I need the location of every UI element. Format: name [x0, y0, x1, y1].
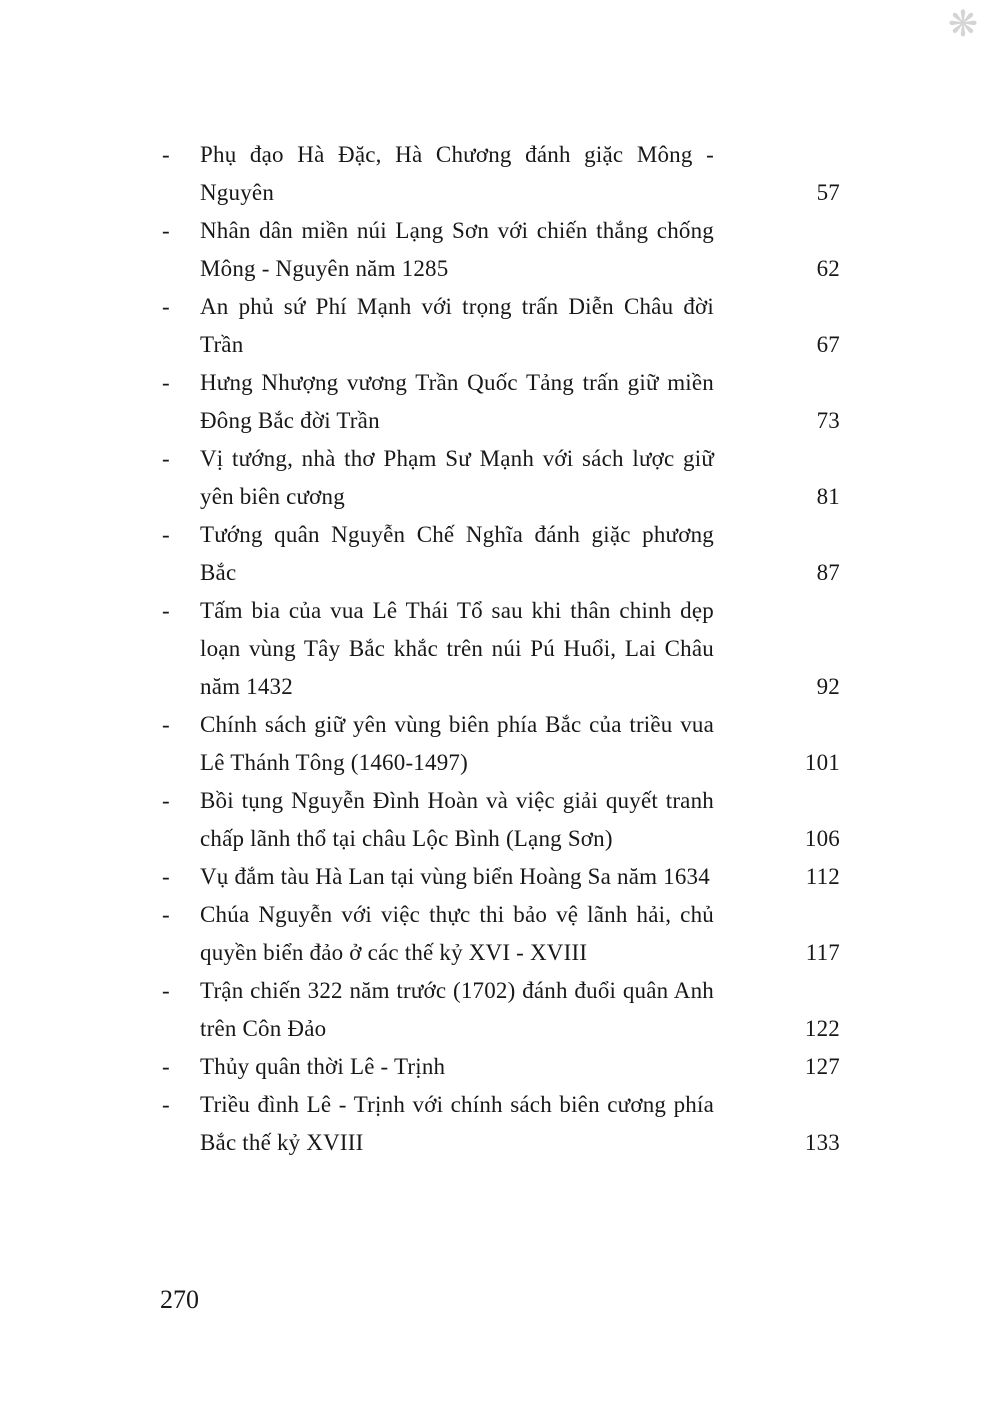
entry-bullet-dash: - — [162, 902, 170, 927]
entry-bullet-dash: - — [162, 522, 170, 547]
entry-bullet-dash: - — [162, 446, 170, 471]
entry-page-number: 87 — [816, 560, 840, 585]
entry-page-number: 117 — [805, 940, 840, 965]
entry-bullet-dash: - — [162, 370, 170, 395]
entry-bullet-dash: - — [162, 712, 170, 737]
entry-bullet-dash: - — [162, 1092, 170, 1117]
entry-page-number: 106 — [804, 826, 840, 851]
toc-entry-row — [162, 706, 840, 782]
entry-page-number: 62 — [816, 256, 840, 281]
entry-page-number: 73 — [816, 408, 840, 433]
entry-title: Thủy quân thời Lê - Trịnh — [200, 1054, 446, 1079]
entry-bullet-dash: - — [162, 218, 170, 243]
entry-page-number: 92 — [816, 674, 840, 699]
flower-watermark-icon: ❋ — [947, 4, 978, 44]
toc-entry-row — [162, 212, 840, 288]
entry-bullet-dash: - — [162, 978, 170, 1003]
entry-title: An phủ sứ Phí Mạnh với trọng trấn Diễn Châu đời Trần — [200, 294, 714, 357]
entry-bullet-dash: - — [162, 142, 170, 167]
entry-page-number: 122 — [804, 1016, 840, 1041]
entry-page-number: 133 — [804, 1130, 840, 1155]
footer-page-number: 270 — [160, 1285, 199, 1314]
entry-title: Phụ đạo Hà Đặc, Hà Chương đánh giặc Mông - Nguyên — [200, 142, 714, 205]
toc-entry-row — [162, 592, 840, 706]
entry-bullet-dash: - — [162, 598, 170, 623]
toc-entry-row — [162, 858, 840, 896]
entry-title: Vị tướng, nhà thơ Phạm Sư Mạnh với sách lược giữ yên biên cương — [200, 446, 714, 509]
toc-entry-row — [162, 364, 840, 440]
entry-page-number: 81 — [816, 484, 840, 509]
entry-page-number: 57 — [816, 180, 840, 205]
toc-entry-row — [162, 136, 840, 212]
entry-title: Chính sách giữ yên vùng biên phía Bắc của triều vua Lê Thánh Tông (1460-1497) — [200, 712, 714, 775]
toc-entry-row — [162, 782, 840, 858]
entry-bullet-dash: - — [162, 864, 170, 889]
toc-entry-row — [162, 1086, 840, 1162]
toc-entry-row — [162, 516, 840, 592]
toc-entry-row — [162, 288, 840, 364]
entry-bullet-dash: - — [162, 788, 170, 813]
entry-bullet-dash: - — [162, 294, 170, 319]
toc-entry-row — [162, 440, 840, 516]
entry-bullet-dash: - — [162, 1054, 170, 1079]
entry-title: Nhân dân miền núi Lạng Sơn với chiến thắng chống Mông - Nguyên năm 1285 — [200, 218, 714, 281]
entry-title: Trận chiến 322 năm trước (1702) đánh đuổi quân Anh trên Côn Đảo — [200, 978, 714, 1041]
entry-title: Tấm bia của vua Lê Thái Tổ sau khi thân chinh dẹp loạn vùng Tây Bắc khắc trên núi Pú Huổi, Lai Châu năm 1432 — [200, 598, 714, 699]
entry-title: Bồi tụng Nguyễn Đình Hoàn và việc giải quyết tranh chấp lãnh thổ tại châu Lộc Bình (Lạng Sơn) — [200, 788, 714, 851]
entry-title: Triều đình Lê - Trịnh với chính sách biên cương phía Bắc thế kỷ XVIII — [200, 1092, 714, 1155]
entry-title: Tướng quân Nguyễn Chế Nghĩa đánh giặc phương Bắc — [200, 522, 714, 585]
entry-page-number: 67 — [816, 332, 840, 357]
toc-entry-row — [162, 972, 840, 1048]
toc-entry-row — [162, 896, 840, 972]
table-of-contents — [162, 136, 840, 1162]
entry-page-number: 112 — [805, 864, 840, 889]
entry-title: Chúa Nguyễn với việc thực thi bảo vệ lãnh hải, chủ quyền biển đảo ở các thế kỷ XVI - XVIII — [200, 902, 714, 965]
entry-page-number: 101 — [804, 750, 840, 775]
entry-title: Hưng Nhượng vương Trần Quốc Tảng trấn giữ miền Đông Bắc đời Trần — [200, 370, 714, 433]
entry-title: Vụ đắm tàu Hà Lan tại vùng biển Hoàng Sa năm 1634 — [200, 864, 710, 889]
entry-page-number: 127 — [804, 1054, 840, 1079]
toc-entry-row — [162, 1048, 840, 1086]
